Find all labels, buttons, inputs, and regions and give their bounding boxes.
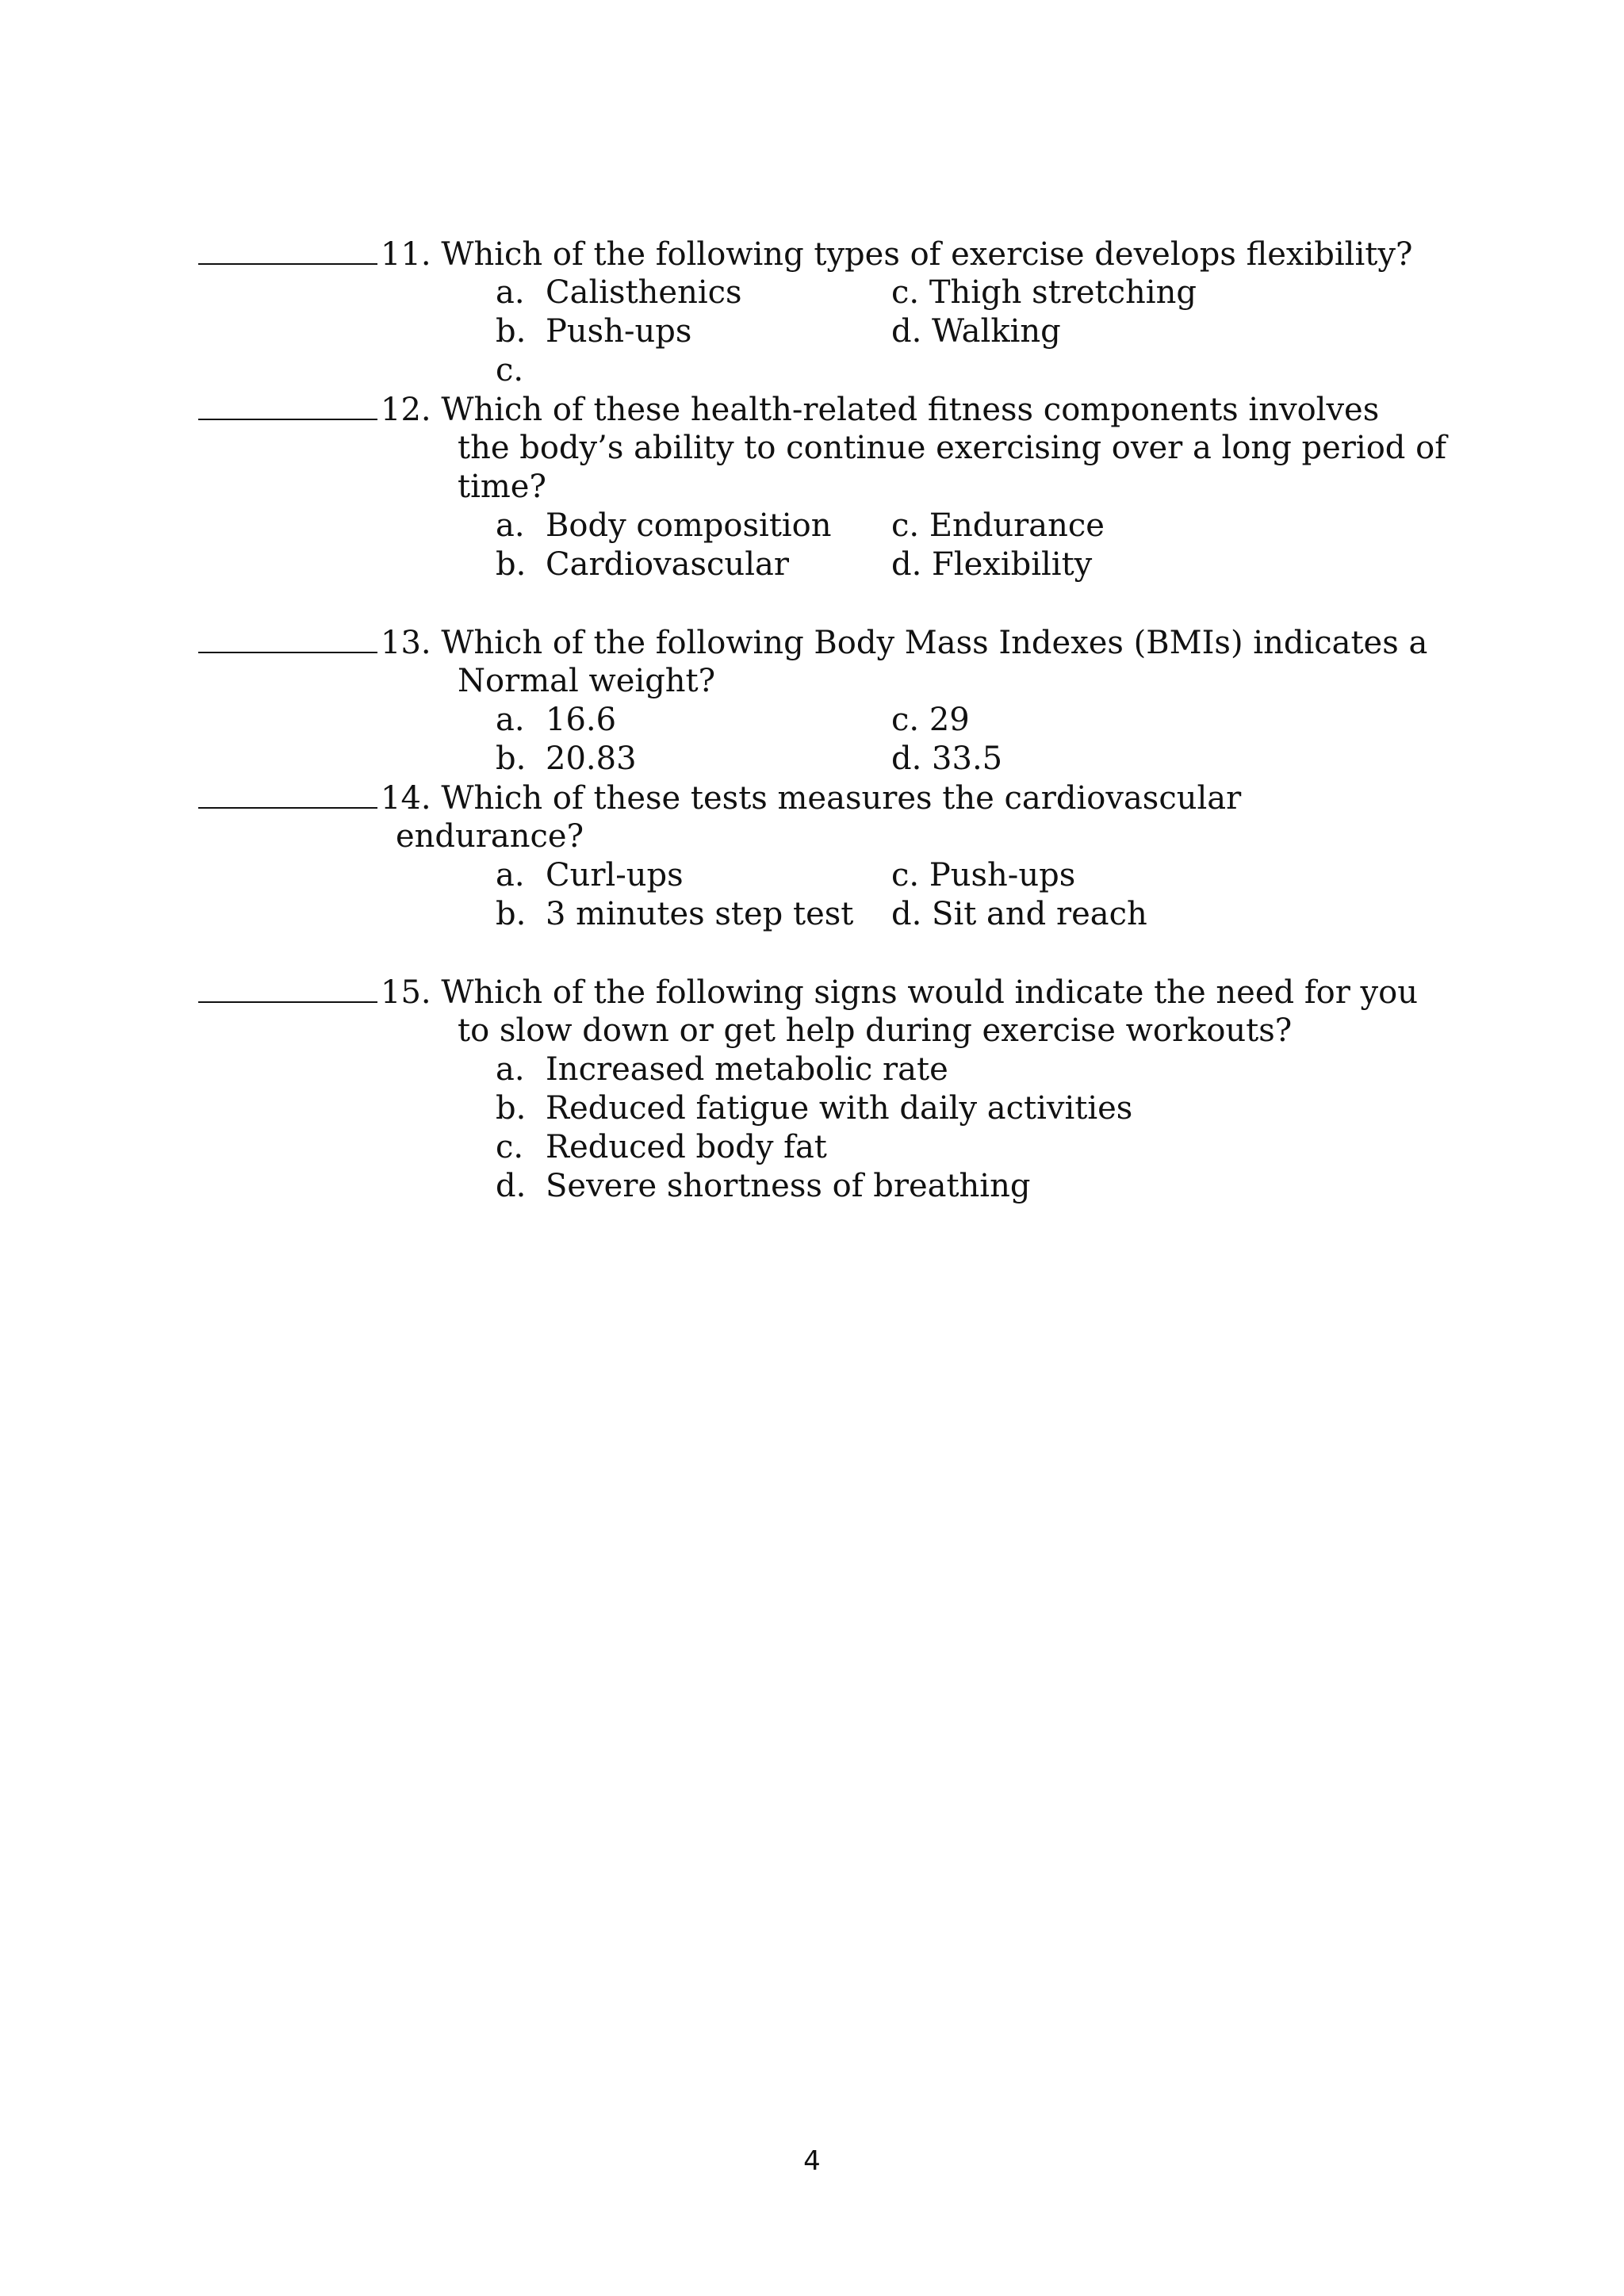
answer-blank-12[interactable] bbox=[198, 390, 377, 420]
option-text: 29 bbox=[929, 702, 970, 738]
option-letter: c. bbox=[891, 702, 920, 738]
answer-blank-14[interactable] bbox=[198, 779, 377, 809]
option-letter: d. bbox=[891, 740, 922, 777]
option-11-c bbox=[891, 274, 1197, 312]
option-text: Walking bbox=[932, 313, 1061, 350]
option-text: Severe shortness of breathing bbox=[546, 1168, 1031, 1204]
option-letter: c. bbox=[891, 857, 920, 894]
option-14-b bbox=[496, 895, 853, 933]
question-text-12-line-1: Which of these health-related fitness components involves bbox=[441, 392, 1380, 428]
question-15-line-2: to slow down or get help during exercise workouts? bbox=[458, 1012, 1293, 1049]
option-12-b bbox=[496, 545, 789, 584]
option-letter: a. bbox=[496, 507, 525, 544]
page-number: 4 bbox=[803, 2145, 821, 2177]
option-13-c bbox=[891, 701, 970, 739]
question-number-14: 14. bbox=[381, 780, 431, 817]
answer-blank-11[interactable] bbox=[198, 235, 377, 265]
question-text-13-line-1: Which of the following Body Mass Indexes (BMIs) indicates a bbox=[441, 625, 1428, 661]
option-text: Push-ups bbox=[929, 857, 1076, 894]
option-text: Body composition bbox=[546, 507, 832, 544]
question-number-15: 15. bbox=[381, 974, 431, 1011]
answer-blank-13[interactable] bbox=[198, 623, 377, 653]
question-13-line-1 bbox=[198, 623, 1427, 662]
option-11-a bbox=[496, 274, 742, 312]
option-14-c bbox=[891, 856, 1075, 894]
option-12-c bbox=[891, 507, 1105, 545]
question-14-line-1 bbox=[198, 779, 1241, 817]
option-text: 16.6 bbox=[546, 702, 617, 738]
question-12-line-2: the body’s ability to continue exercising over a long period of bbox=[458, 430, 1446, 466]
option-text: Increased metabolic rate bbox=[546, 1051, 948, 1088]
option-12-d bbox=[891, 545, 1092, 584]
question-text-15-line-1: Which of the following signs would indicate the need for you bbox=[441, 974, 1418, 1011]
option-letter: c. bbox=[496, 352, 524, 388]
option-15-a bbox=[496, 1050, 948, 1089]
question-14-line-2: endurance? bbox=[396, 818, 584, 855]
option-letter: d. bbox=[891, 546, 922, 583]
option-13-d bbox=[891, 740, 1002, 778]
option-11-d bbox=[891, 312, 1061, 350]
option-letter: b. bbox=[496, 896, 527, 932]
option-14-d bbox=[891, 895, 1147, 933]
option-11-b bbox=[496, 312, 691, 350]
option-letter: b. bbox=[496, 1090, 527, 1127]
option-13-b bbox=[496, 740, 637, 778]
option-14-a bbox=[496, 856, 684, 894]
option-letter: c. bbox=[891, 274, 920, 311]
option-text: Reduced fatigue with daily activities bbox=[546, 1090, 1133, 1127]
option-text: 33.5 bbox=[932, 740, 1003, 777]
option-letter: a. bbox=[496, 857, 525, 894]
option-letter: a. bbox=[496, 702, 525, 738]
question-text-11-line-1: Which of the following types of exercise develops flexibility? bbox=[441, 236, 1413, 273]
option-letter: d. bbox=[496, 1168, 527, 1204]
option-text: Sit and reach bbox=[932, 896, 1147, 932]
option-letter: c. bbox=[891, 507, 920, 544]
option-letter: a. bbox=[496, 274, 525, 311]
question-12-line-3: time? bbox=[458, 469, 546, 505]
option-text: 20.83 bbox=[546, 740, 637, 777]
option-letter: b. bbox=[496, 740, 527, 777]
question-13-line-2: Normal weight? bbox=[458, 663, 716, 699]
question-15-line-1 bbox=[198, 973, 1418, 1012]
question-11-line-1 bbox=[198, 235, 1412, 274]
question-number-11: 11. bbox=[381, 236, 431, 273]
option-15-c bbox=[496, 1128, 827, 1166]
option-text: Cardiovascular bbox=[546, 546, 789, 583]
option-letter: b. bbox=[496, 313, 527, 350]
option-text: Thigh stretching bbox=[929, 274, 1197, 311]
question-number-12: 12. bbox=[381, 392, 431, 428]
option-text: Calisthenics bbox=[546, 274, 742, 311]
option-12-a bbox=[496, 507, 832, 545]
question-12-line-1 bbox=[198, 390, 1379, 429]
answer-blank-15[interactable] bbox=[198, 973, 377, 1003]
option-letter: d. bbox=[891, 313, 922, 350]
option-letter: b. bbox=[496, 546, 527, 583]
option-15-b bbox=[496, 1089, 1132, 1127]
option-letter: d. bbox=[891, 896, 922, 932]
question-text-14-line-1: Which of these tests measures the cardiovascular bbox=[441, 780, 1242, 817]
option-text: Endurance bbox=[929, 507, 1105, 544]
option-text: Flexibility bbox=[932, 546, 1093, 583]
option-letter: a. bbox=[496, 1051, 525, 1088]
option-text: Push-ups bbox=[546, 313, 692, 350]
option-text: 3 minutes step test bbox=[546, 896, 854, 932]
option-text: Curl-ups bbox=[546, 857, 684, 894]
option-text: Reduced body fat bbox=[546, 1129, 827, 1165]
option-letter: c. bbox=[496, 1129, 524, 1165]
option-13-a bbox=[496, 701, 616, 739]
option-15-d bbox=[496, 1167, 1030, 1205]
question-number-13: 13. bbox=[381, 625, 431, 661]
option-11-extra bbox=[496, 351, 546, 389]
